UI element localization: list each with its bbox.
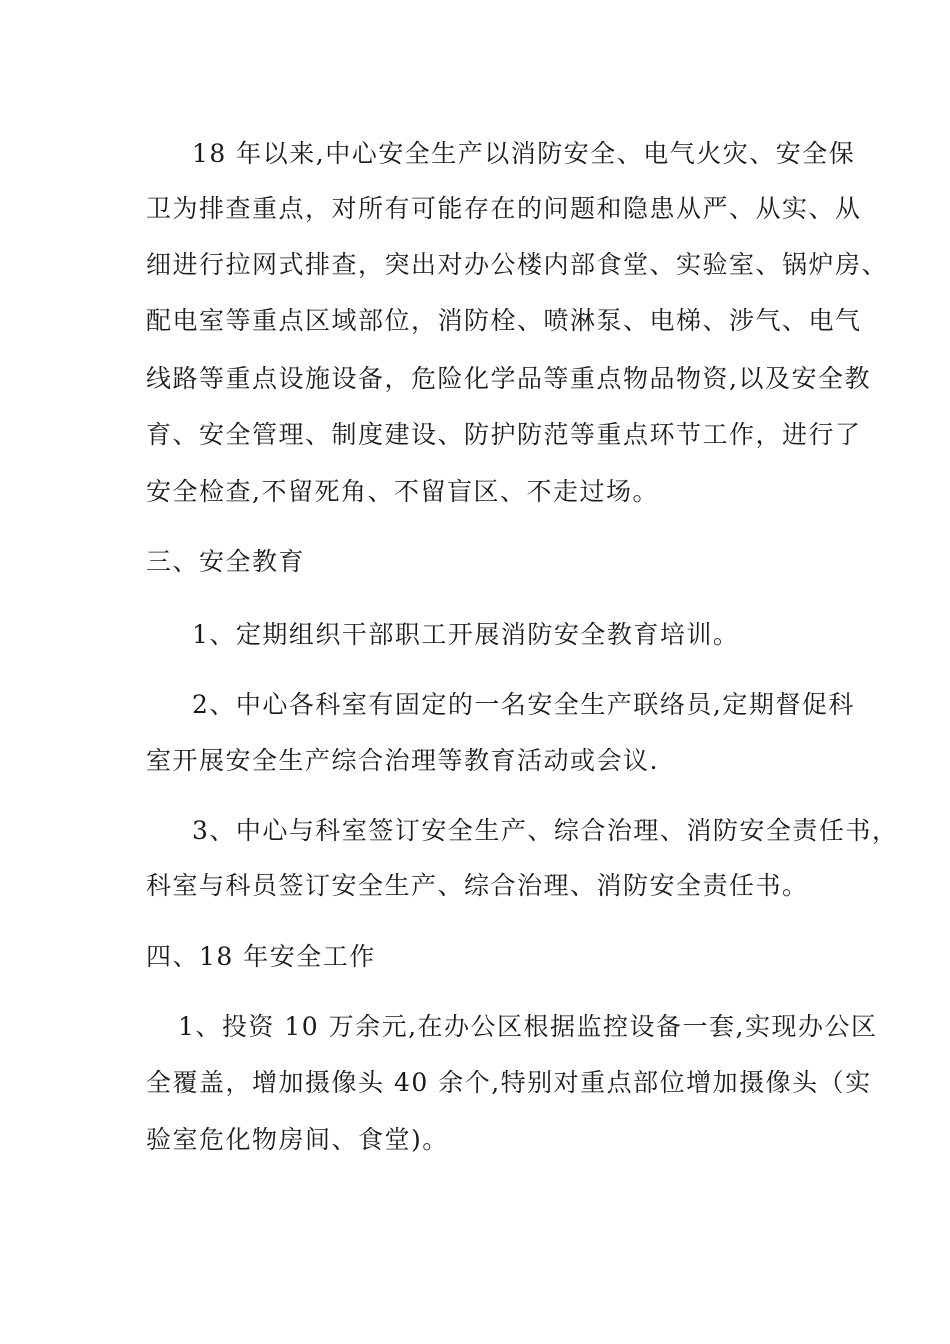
list-item: 1、投资 10 万余元,在办公区根据监控设备一套,实现办公区 — [178, 1012, 878, 1041]
list-item-continuation: 验室危化物房间、食堂)。 — [146, 1125, 449, 1154]
paragraph-line: 育、安全管理、制度建设、防护防范等重点环节工作，进行了 — [146, 420, 862, 449]
list-item: 2、中心各科室有固定的一名安全生产联络员,定期督促科 — [192, 690, 855, 719]
list-item-continuation: 室开展安全生产综合治理等教育活动或会议. — [146, 746, 659, 775]
list-item: 3、中心与科室签订安全生产、综合治理、消防安全责任书， — [192, 816, 899, 845]
paragraph-line: 细进行拉网式排查，突出对办公楼内部食堂、实验室、锅炉房、 — [146, 250, 889, 279]
list-item: 1、定期组织干部职工开展消防安全教育培训。 — [192, 620, 740, 649]
paragraph-line: 18 年以来,中心安全生产以消防安全、电气火灾、安全保 — [192, 139, 856, 168]
section-heading: 四、18 年安全工作 — [146, 942, 376, 971]
paragraph-line: 配电室等重点区域部位，消防栓、喷淋泵、电梯、涉气、电气 — [146, 306, 862, 335]
paragraph-line: 线路等重点设施设备，危险化学品等重点物品物资,以及安全教 — [146, 364, 871, 393]
list-item-continuation: 科室与科员签订安全生产、综合治理、消防安全责任书。 — [146, 871, 809, 900]
section-heading: 三、安全教育 — [146, 547, 306, 576]
list-item-continuation: 全覆盖，增加摄像头 40 余个,特别对重点部位增加摄像头（实 — [146, 1068, 872, 1097]
paragraph-line: 卫为排查重点，对所有可能存在的问题和隐患从严、从实、从 — [146, 194, 862, 223]
paragraph-line: 安全检查,不留死角、不留盲区、不走过场。 — [146, 477, 659, 506]
